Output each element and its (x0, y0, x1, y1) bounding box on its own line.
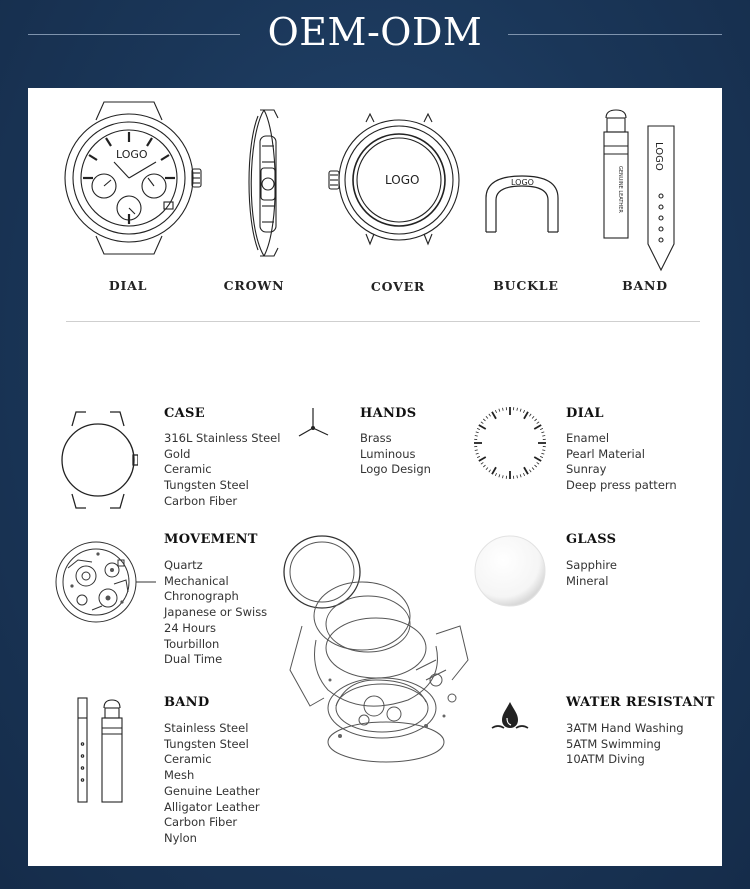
spec-item: Ceramic (164, 752, 212, 767)
spec-title-movement: MOVEMENT (164, 532, 258, 547)
dial-tick (492, 412, 496, 419)
dial-tick (535, 419, 537, 421)
band-strap-text: GENUINE LEATHER (617, 166, 623, 213)
part-label-buckle: BUCKLE (493, 278, 559, 293)
dial-tick (492, 467, 496, 474)
dial-tick (529, 414, 531, 416)
dial-tick (476, 432, 479, 433)
dial-tick (523, 410, 524, 413)
spec-item: 3ATM Hand Washing (566, 721, 684, 735)
dial-tick (540, 456, 543, 457)
dial-tick (486, 468, 488, 470)
spec-title-band: BAND (164, 695, 210, 710)
dial-tick (483, 419, 485, 421)
spec-item: Gold (164, 446, 191, 461)
spec-item: Mechanical (164, 573, 229, 588)
spec-title-hands: HANDS (360, 406, 417, 421)
dial-tick (541, 432, 544, 433)
dial-tick (495, 410, 496, 413)
spec-list-glass (566, 558, 617, 589)
buckle-logo-text: LOGO (511, 178, 534, 187)
dial-tick (476, 453, 479, 454)
exploded-watch-illustration (276, 530, 476, 770)
dial-tick (483, 465, 485, 467)
page-title: OEM-ODM (267, 10, 483, 54)
dial-tick (477, 456, 480, 457)
spec-item: Brass (360, 431, 392, 445)
dial-tick (532, 468, 534, 470)
dial-tick (479, 425, 486, 429)
spec-item: Tourbillon (164, 636, 220, 651)
buckle-icon (480, 170, 564, 240)
spec-item: Ceramic (164, 462, 212, 477)
spec-item: Japanese or Swiss (164, 605, 268, 620)
dial-tick (499, 409, 500, 412)
dial-tick (499, 474, 500, 477)
dial-tick (534, 425, 541, 429)
dial-tick (523, 473, 524, 476)
water-drop-icon (490, 700, 530, 738)
dial-tick (475, 450, 478, 451)
spec-item: Nylon (164, 830, 197, 845)
case-outline-icon (58, 410, 138, 514)
dial-tick (520, 409, 521, 412)
dial-tick (537, 462, 539, 464)
spec-item: Logo Design (360, 462, 431, 477)
spec-title-case: CASE (164, 406, 205, 421)
spec-list-hands (360, 431, 431, 478)
dial-tick (537, 422, 539, 424)
dial-tick (489, 470, 491, 472)
spec-item: 5ATM Swimming (566, 736, 661, 751)
part-label-dial: DIAL (108, 278, 148, 293)
dial-tick (534, 457, 541, 461)
section-divider (66, 321, 700, 322)
spec-item: Mesh (164, 768, 195, 783)
spec-item: Carbon Fiber (164, 493, 238, 508)
leather-strap-icon (598, 106, 678, 274)
cover-illustration (324, 98, 474, 258)
spec-title-water-resistant: WATER RESISTANT (566, 695, 715, 710)
spec-item: Deep press pattern (566, 478, 677, 493)
spec-list-water-resistant (566, 721, 684, 768)
dial-tick (524, 467, 528, 474)
dial-tick (503, 408, 504, 411)
dial-tick (542, 450, 545, 451)
spec-item: Alligator Leather (164, 799, 260, 814)
dial-tick (495, 473, 496, 476)
band-illustration (598, 106, 678, 274)
dial-tick (477, 428, 480, 429)
spec-item: Dual Time (164, 652, 223, 667)
dial-tick (503, 475, 504, 478)
dial-tick (540, 428, 543, 429)
movement-icon (52, 540, 158, 628)
dial-tick (524, 412, 528, 419)
spec-item: Mineral (566, 573, 609, 588)
part-label-cover: COVER (370, 279, 426, 294)
watch-caseback-icon (324, 98, 474, 258)
spec-item: Pearl Material (566, 446, 645, 461)
page-header (0, 0, 750, 70)
spec-list-case (164, 431, 280, 510)
dial-tick (481, 422, 483, 424)
spec-list-band (164, 721, 260, 847)
spec-item: Sapphire (566, 558, 617, 572)
dial-tick (486, 416, 488, 418)
buckle-illustration (480, 170, 564, 240)
cover-logo-text: LOGO (385, 173, 420, 187)
watch-hands-icon (296, 406, 330, 442)
spec-title-dial: DIAL (566, 406, 604, 421)
dial-tick (489, 414, 491, 416)
dial-tick (517, 408, 518, 411)
spec-item: Quartz (164, 558, 203, 572)
spec-item: Luminous (360, 446, 416, 461)
spec-item: 10ATM Diving (566, 752, 645, 767)
spec-item: 24 Hours (164, 620, 216, 635)
dial-tick (481, 462, 483, 464)
dial-tick (479, 457, 486, 461)
spec-item: Genuine Leather (164, 783, 260, 798)
spec-list-dial (566, 431, 677, 494)
dial-indices-icon (472, 405, 548, 485)
band-logo-text: LOGO (653, 142, 664, 171)
glass-crystal-icon (472, 533, 548, 613)
spec-item: Stainless Steel (164, 721, 249, 735)
watch-dial-icon (56, 98, 206, 258)
dial-tick (520, 474, 521, 477)
spec-item: Chronograph (164, 589, 239, 604)
spec-list-movement (164, 558, 267, 668)
spec-item: Enamel (566, 431, 610, 445)
dial-tick (541, 453, 544, 454)
strap-icon (74, 694, 130, 810)
part-label-crown: CROWN (223, 278, 285, 293)
spec-item: Sunray (566, 462, 607, 477)
dial-tick (517, 475, 518, 478)
dial-tick (475, 436, 478, 437)
spec-item: Tungsten Steel (164, 478, 249, 493)
part-label-band: BAND (622, 278, 668, 293)
crown-illustration (234, 106, 294, 261)
dial-tick (532, 416, 534, 418)
content-card (28, 88, 722, 866)
spec-item: Tungsten Steel (164, 736, 249, 751)
dial-illustration (56, 98, 206, 258)
dial-tick (542, 436, 545, 437)
header-rule-right (508, 34, 722, 35)
watch-side-icon (234, 106, 294, 261)
dial-tick (529, 470, 531, 472)
dial-tick (535, 465, 537, 467)
spec-item: 316L Stainless Steel (164, 431, 281, 445)
spec-item: Carbon Fiber (164, 815, 238, 830)
spec-title-glass: GLASS (566, 532, 617, 547)
dial-logo-text: LOGO (116, 148, 148, 161)
